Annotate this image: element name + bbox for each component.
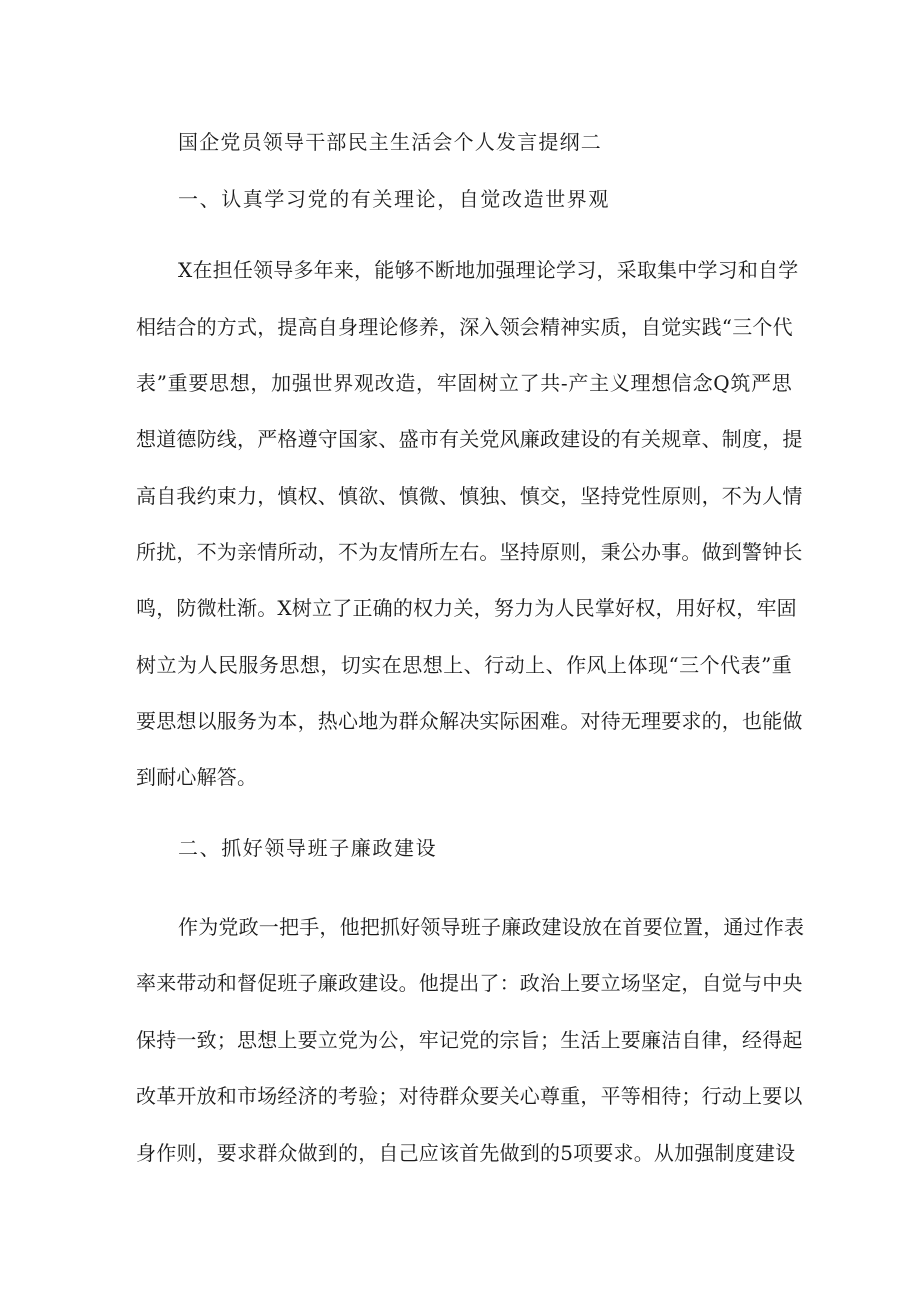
paragraph-line: 高自我约束力，慎权、慎欲、慎微、慎独、慎交，坚持党性原则，不为人情 (136, 484, 803, 508)
paragraph-line: 鸣，防微杜渐。X树立了正确的权力关，努力为人民掌好权，用好权，牢固 (136, 596, 797, 620)
paragraph-line: 率来带动和督促班子廉政建设。他提出了：政治上要立场坚定，自觉与中央 (136, 971, 803, 995)
paragraph-line: 要思想以服务为本，热心地为群众解决实际困难。对待无理要求的，也能做 (136, 709, 803, 733)
paragraph-line: 到耐心解答。 (136, 765, 258, 789)
paragraph-line: 树立为人民服务思想，切实在思想上、行动上、作风上体现“三个代表”重 (136, 653, 792, 677)
paragraph-line: 相结合的方式，提高自身理论修养，深入领会精神实质，自觉实践“三个代 (136, 315, 793, 339)
paragraph-line: 想道德防线，严格遵守国家、盛市有关党风廉政建设的有关规章、制度，提 (136, 427, 803, 451)
paragraph-line: 表”重要思想，加强世界观改造，牢固树立了共-产主义理想信念Q筑严思 (136, 371, 792, 395)
paragraph-line: 所扰，不为亲情所动，不为友情所左右。坚持原则，秉公办事。做到警钟长 (136, 540, 803, 564)
section-2-heading: 二、抓好领导班子廉政建设 (178, 836, 438, 860)
paragraph-line: 保持一致；思想上要立党为公，牢记党的宗旨；生活上要廉洁自律，经得起 (136, 1028, 803, 1052)
document-title: 国企党员领导干部民主生活会个人发言提纲二 (178, 130, 602, 154)
section-1-heading: 一、认真学习党的有关理论，自觉改造世界观 (178, 187, 610, 211)
paragraph-line: 改革开放和市场经济的考验；对待群众要关心尊重，平等相待；行动上要以 (136, 1084, 803, 1108)
paragraph-line: 作为党政一把手，他把抓好领导班子廉政建设放在首要位置，通过作表 (178, 915, 805, 939)
paragraph-line: 身作则，要求群众做到的，自己应该首先做到的5项要求。从加强制度建设 (136, 1141, 796, 1165)
paragraph-line: X在担任领导多年来，能够不断地加强理论学习，采取集中学习和自学 (178, 258, 799, 282)
